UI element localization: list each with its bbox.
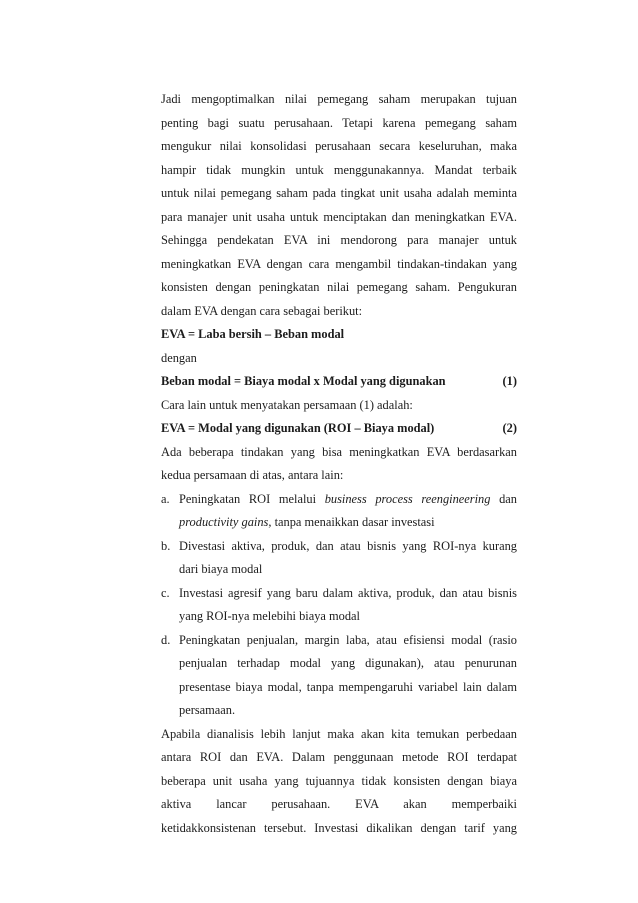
text-line: mengukur nilai konsolidasi perusahaan secara keseluruhan, maka — [161, 139, 517, 153]
text-line: meningkatkan EVA dengan cara mengambil tindakan-tindakan yang — [161, 256, 517, 271]
formula-text: EVA = Modal yang digunakan (ROI – Biaya modal) — [161, 421, 435, 435]
list-item-text: Investasi agresif yang baru dalam aktiva, produk, dan atau bisnis — [179, 585, 517, 600]
text-line: beberapa unit usaha yang tujuannya tidak konsisten dengan biaya — [161, 773, 517, 788]
paragraph-actions — [161, 441, 517, 488]
paragraph-analysis — [161, 723, 517, 841]
document-body — [161, 88, 517, 840]
text-line: dalam EVA dengan cara sebagai berikut: — [161, 303, 363, 318]
text-line: untuk nilai pemegang saham pada tingkat unit usaha adalah meminta — [161, 186, 517, 200]
formula-text: Beban modal = Biaya modal x Modal yang digunakan — [161, 374, 446, 388]
list-item-continuation: yang ROI-nya melebihi biaya modal — [179, 609, 360, 623]
text-line: aktiva lancar perusahaan. EVA akan memperbaiki — [161, 797, 517, 811]
list-item-text: Peningkatan ROI melalui business process reengineering dan — [179, 491, 517, 506]
list-item — [161, 535, 517, 559]
text-cara-lain: Cara lain untuk menyatakan persamaan (1) adalah: — [161, 397, 413, 412]
formula-eva: EVA = Laba bersih – Beban modal — [161, 327, 345, 341]
list-item — [161, 629, 517, 653]
list-marker: c. — [161, 585, 170, 600]
paragraph-intro — [161, 88, 517, 323]
equation-number: (1) — [502, 374, 517, 388]
list-item-text: Peningkatan penjualan, margin laba, atau efisiensi modal (rasio — [179, 632, 517, 647]
list-marker: a. — [161, 491, 170, 506]
equation-number: (2) — [502, 421, 517, 435]
text-line: Sehingga pendekatan EVA ini mendorong para manajer untuk — [161, 233, 517, 247]
list-item — [161, 582, 517, 606]
list-marker: d. — [161, 632, 171, 647]
action-list — [161, 488, 517, 723]
text-line: para manajer unit usaha untuk menciptakan dan meningkatkan EVA. — [161, 209, 517, 224]
text-line: hampir tidak mungkin untuk menggunakannya. Mandat terbaik — [161, 162, 517, 177]
list-item-continuation: dari biaya modal — [179, 562, 263, 576]
text-line: kedua persamaan di atas, antara lain: — [161, 468, 344, 482]
list-item-continuation: presentase biaya modal, tanpa mempengaruhi variabel lain dalam — [179, 679, 517, 694]
formula-beban-modal — [161, 370, 517, 394]
text-line: ketidakkonsistenan tersebut. Investasi dikalikan dengan tarif yang — [161, 820, 517, 835]
list-item-continuation: persamaan. — [179, 703, 236, 717]
text-line: konsisten dengan peningkatan nilai pemegang saham. Pengukuran — [161, 280, 517, 294]
text-line: antara ROI dan EVA. Dalam penggunaan metode ROI terdapat — [161, 750, 517, 764]
list-item-continuation: productivity gains, tanpa menaikkan dasar investasi — [179, 515, 435, 529]
list-item — [161, 488, 517, 512]
text-line: Ada beberapa tindakan yang bisa meningkatkan EVA berdasarkan — [161, 444, 517, 459]
text-dengan: dengan — [161, 350, 197, 365]
list-marker: b. — [161, 538, 171, 553]
text-line: Jadi mengoptimalkan nilai pemegang saham merupakan tujuan — [161, 92, 517, 106]
text-line: penting bagi suatu perusahaan. Tetapi karena pemegang saham — [161, 115, 517, 130]
list-item-text: Divestasi aktiva, produk, dan atau bisnis yang ROI-nya kurang — [179, 538, 517, 553]
list-item-continuation: penjualan terhadap modal yang digunakan), atau penurunan — [179, 656, 517, 670]
text-line: Apabila dianalisis lebih lanjut maka akan kita temukan perbedaan — [161, 726, 517, 741]
formula-eva-roi — [161, 417, 517, 441]
